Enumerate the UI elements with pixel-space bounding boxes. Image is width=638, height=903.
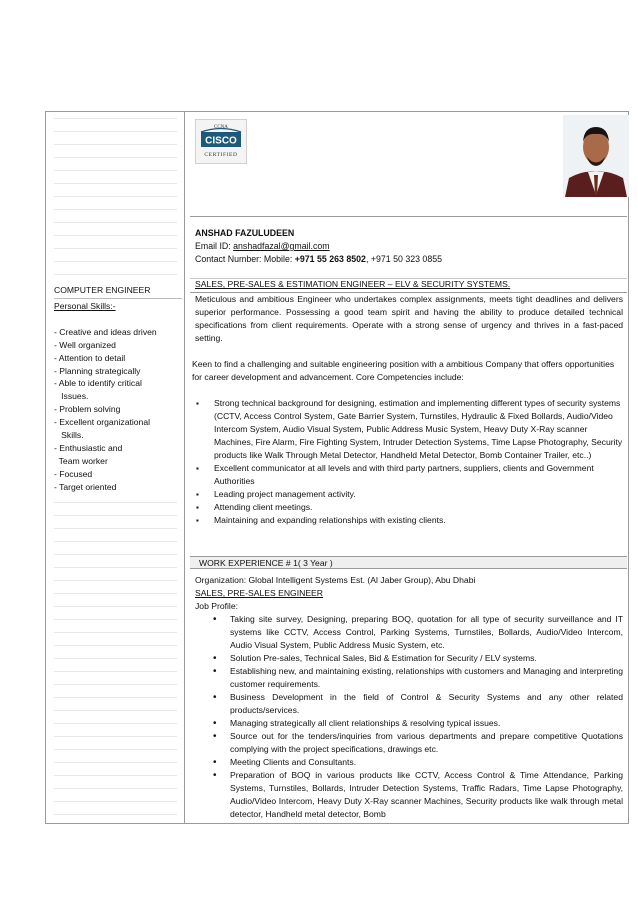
list-item: • Taking site survey, Designing, preparing BOQ, quotation for all type of security surveillance and IT systems like CCTV, Access Control, Parking Systems, Turnstiles, Bollards, Audio/Video Intercom, Audio Visual System, Public Address Music System, etc. — [195, 613, 623, 652]
summary-paragraph: Meticulous and ambitious Engineer who undertakes complex assignments, meets tight deadlines and delivers superior performance. Possessing a good team spirit and having the ability to produce detailed technical specifications from client requirements. Operate with a strong sense of urgency and thrives in a fast-paced setting. — [195, 294, 623, 343]
divider — [54, 235, 177, 236]
list-item: • Source out for the tenders/inquiries from various departments and prepare competitive Quotations complying with the project specifications, drawings etc. — [195, 730, 623, 756]
list-item: ▪ Leading project management activity. — [195, 488, 623, 501]
divider — [54, 658, 177, 659]
divider — [54, 593, 177, 594]
list-item: • Managing strategically all client relationships & resolving typical issues. — [195, 717, 623, 730]
list-item: - Focused — [54, 468, 93, 479]
list-item: • Business Development in the field of Control & Security Systems and any other related products/services. — [195, 691, 623, 717]
competencies-list — [195, 397, 623, 527]
divider — [54, 157, 177, 158]
divider — [54, 183, 177, 184]
divider — [54, 723, 177, 724]
list-item: • Solution Pre-sales, Technical Sales, Bid & Estimation for Security / ELV systems. — [195, 652, 623, 665]
contact-block — [195, 227, 442, 266]
divider — [54, 684, 177, 685]
role-label: COMPUTER ENGINEER — [54, 284, 182, 299]
summary-section — [192, 293, 623, 527]
list-item: ▪ Maintaining and expanding relationships with existing clients. — [195, 514, 623, 527]
right-column — [190, 112, 625, 823]
list-item: Skills. — [54, 430, 84, 441]
list-item: • Establishing new, and maintaining existing, relationships with customers and Managing and interpreting customer requirements. — [195, 665, 623, 691]
divider — [54, 801, 177, 802]
divider — [54, 775, 177, 776]
divider — [54, 749, 177, 750]
list-item: - Well organized — [54, 339, 116, 350]
divider — [54, 118, 177, 119]
mobile-secondary: , +971 50 323 0855 — [365, 254, 443, 264]
divider — [54, 515, 177, 516]
profile-label: Job Profile: — [195, 601, 238, 611]
divider — [54, 170, 177, 171]
divider — [54, 814, 177, 815]
job-title: SALES, PRE-SALES & ESTIMATION ENGINEER – ELV & SECURITY SYSTEMS. — [195, 279, 511, 289]
email-label: Email ID: — [195, 241, 234, 251]
list-item: ▪ Excellent communicator at all levels and with third party partners, suppliers, clients and Government Authorities — [195, 462, 623, 488]
list-item: - Problem solving — [54, 404, 121, 415]
divider — [54, 580, 177, 581]
list-item: - Creative and ideas driven — [54, 326, 157, 337]
divider — [54, 248, 177, 249]
organization-line: Organization: Global Intelligent Systems Est. (Al Jaber Group), Abu Dhabi — [195, 575, 476, 585]
divider — [54, 632, 177, 633]
list-item: - Enthusiastic and — [54, 442, 123, 453]
divider — [54, 196, 177, 197]
email-link[interactable]: anshadfazal@gmail.com — [233, 241, 330, 251]
divider — [190, 216, 627, 217]
logo-text: CERTIFIED — [204, 152, 238, 158]
divider — [54, 541, 177, 542]
contact-label: Contact Number: Mobile: — [195, 254, 295, 264]
list-item: • Preparation of BOQ in various products like CCTV, Access Control & Time Attendance, Parking Systems, Turnstiles, Bollards, Intruder Detection Systems, Traffic Radars, Time Lapse Photography, Audio/Video Intercom, Heavy Duty X-Ray scanner Machines, Security products like walk through metal detector, Handheld metal detector, Bomb — [195, 769, 623, 821]
divider — [54, 788, 177, 789]
divider — [54, 645, 177, 646]
list-item: • Meeting Clients and Consultants. — [195, 756, 623, 769]
skills-list — [54, 326, 182, 494]
divider — [54, 606, 177, 607]
divider — [54, 528, 177, 529]
list-item: Team worker — [54, 455, 108, 466]
duties-list — [195, 613, 623, 821]
divider — [54, 131, 177, 132]
list-item: ▪ Strong technical background for designing, estimation and implementing different types of security systems (CCTV, Access Control System, Gate Barrier System, Turnstiles, Hydraulic & Fixed Bollards, Audio/Video Intercom System, Audio Visual System, Public Address Music System, Heavy Duty X-Ray scanner Machines, Fire Alarm, Fire Fighting System, Intruder Detection Systems, Time Lapse Photography, Security products like Walk Through Metal Detector, Handheld Metal Detector, Bomb Container Trailer, etc..) — [195, 397, 623, 462]
list-item: Issues. — [54, 391, 89, 402]
work-section — [195, 574, 623, 821]
divider — [54, 222, 177, 223]
divider — [54, 502, 177, 503]
divider — [54, 762, 177, 763]
list-item: - Planning strategically — [54, 365, 141, 376]
divider — [54, 697, 177, 698]
position-title: SALES, PRE-SALES ENGINEER — [195, 588, 323, 598]
list-item: - Attention to detail — [54, 352, 126, 363]
divider — [54, 736, 177, 737]
divider — [54, 710, 177, 711]
resume-frame — [45, 111, 629, 824]
list-item: - Excellent organizational — [54, 417, 151, 428]
profile-photo — [563, 115, 629, 197]
divider — [54, 671, 177, 672]
list-item: - Able to identify critical — [54, 378, 142, 389]
cisco-ccna-logo — [195, 119, 247, 164]
divider — [54, 619, 177, 620]
mobile-primary: +971 55 263 8502 — [294, 254, 366, 264]
work-experience-heading: WORK EXPERIENCE # 1( 3 Year ) — [190, 556, 627, 569]
candidate-name: ANSHAD FAZULUDEEN — [195, 228, 295, 238]
divider — [54, 567, 177, 568]
skills-heading: Personal Skills:- — [54, 300, 116, 311]
divider — [54, 261, 177, 262]
left-column — [46, 112, 185, 823]
list-item: ▪ Attending client meetings. — [195, 501, 623, 514]
logo-text: CCNA — [214, 125, 228, 130]
logo-text: CISCO — [205, 135, 237, 147]
divider — [54, 554, 177, 555]
summary-paragraph: Keen to find a challenging and suitable engineering position with a ambitious Company that offers opportunities for career development and advancement. Core Competencies include: — [192, 359, 615, 382]
list-item: - Target oriented — [54, 481, 117, 492]
left-profile — [54, 284, 182, 494]
divider — [54, 209, 177, 210]
divider — [54, 274, 177, 275]
divider — [54, 144, 177, 145]
